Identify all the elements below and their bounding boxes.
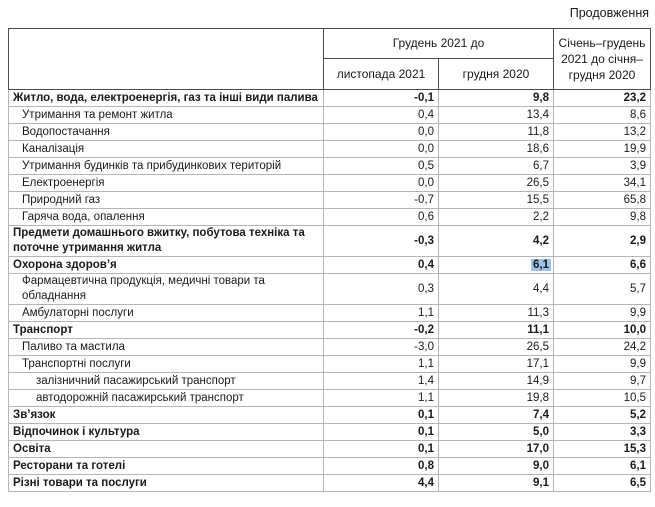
category-cell: Відпочинок і культура bbox=[9, 424, 324, 441]
category-cell: Електроенергія bbox=[9, 175, 324, 192]
table-row bbox=[9, 356, 651, 373]
category-cell: залізничний пасажирський транспорт bbox=[9, 373, 324, 390]
value-cell-to-dec-2020 bbox=[439, 458, 554, 475]
value-cell-to-dec-2020 bbox=[439, 257, 554, 274]
value-jan-dec: 8,6 bbox=[630, 108, 646, 121]
value-cell-jan-dec bbox=[554, 424, 651, 441]
value-cell-jan-dec bbox=[554, 257, 651, 274]
value-jan-dec: 6,5 bbox=[630, 476, 646, 489]
value-to-nov-2021: 0,3 bbox=[418, 282, 434, 295]
value-jan-dec: 9,9 bbox=[630, 306, 646, 319]
value-cell-to-nov-2021 bbox=[324, 475, 439, 492]
table-row bbox=[9, 107, 651, 124]
category-cell: Утримання та ремонт житла bbox=[9, 107, 324, 124]
value-cell-to-dec-2020 bbox=[439, 158, 554, 175]
value-cell-to-dec-2020 bbox=[439, 192, 554, 209]
table-row bbox=[9, 390, 651, 407]
table-row bbox=[9, 475, 651, 492]
value-jan-dec: 24,2 bbox=[623, 340, 646, 353]
value-cell-to-dec-2020 bbox=[439, 407, 554, 424]
value-jan-dec: 3,3 bbox=[630, 425, 646, 438]
value-jan-dec: 2,9 bbox=[630, 234, 646, 247]
value-cell-to-nov-2021 bbox=[324, 390, 439, 407]
value-jan-dec: 9,9 bbox=[630, 357, 646, 370]
value-cell-to-dec-2020 bbox=[439, 209, 554, 226]
value-to-dec-2020: 26,5 bbox=[526, 340, 549, 353]
table-row bbox=[9, 257, 651, 274]
value-cell-to-nov-2021 bbox=[324, 226, 439, 257]
category-cell: Паливо та мастила bbox=[9, 339, 324, 356]
value-cell-to-nov-2021 bbox=[324, 107, 439, 124]
table-row bbox=[9, 339, 651, 356]
value-jan-dec: 10,5 bbox=[623, 391, 646, 404]
category-cell: Житло, вода, електроенергія, газ та інші види палива bbox=[9, 90, 324, 107]
value-cell-to-nov-2021 bbox=[324, 124, 439, 141]
category-cell: Транспорт bbox=[9, 322, 324, 339]
table-row bbox=[9, 209, 651, 226]
value-to-nov-2021: 0,0 bbox=[418, 125, 434, 138]
table-row bbox=[9, 158, 651, 175]
table-row bbox=[9, 90, 651, 107]
value-to-dec-2020: 18,6 bbox=[526, 142, 549, 155]
table-row bbox=[9, 322, 651, 339]
value-to-nov-2021: 0,1 bbox=[418, 425, 434, 438]
category-cell: Транспортні послуги bbox=[9, 356, 324, 373]
value-cell-to-dec-2020 bbox=[439, 141, 554, 158]
value-to-nov-2021: 4,4 bbox=[418, 476, 434, 489]
value-cell-to-dec-2020 bbox=[439, 305, 554, 322]
category-cell: Гаряча вода, опалення bbox=[9, 209, 324, 226]
value-cell-jan-dec bbox=[554, 305, 651, 322]
value-cell-jan-dec bbox=[554, 441, 651, 458]
table-row bbox=[9, 373, 651, 390]
value-to-nov-2021: -0,2 bbox=[414, 323, 434, 336]
table-row bbox=[9, 124, 651, 141]
value-to-dec-2020: 13,4 bbox=[526, 108, 549, 121]
value-cell-to-dec-2020 bbox=[439, 226, 554, 257]
value-cell-jan-dec bbox=[554, 407, 651, 424]
value-to-dec-2020: 11,3 bbox=[527, 306, 549, 319]
value-to-dec-2020: 11,1 bbox=[527, 323, 549, 336]
value-cell-to-nov-2021 bbox=[324, 257, 439, 274]
value-to-nov-2021: -0,3 bbox=[414, 234, 434, 247]
column-header-to-dec-2020: грудня 2020 bbox=[439, 59, 554, 90]
value-cell-to-nov-2021 bbox=[324, 339, 439, 356]
value-cell-to-dec-2020 bbox=[439, 424, 554, 441]
value-cell-to-dec-2020 bbox=[439, 90, 554, 107]
value-to-nov-2021: 0,0 bbox=[418, 176, 434, 189]
value-cell-to-nov-2021 bbox=[324, 441, 439, 458]
category-cell: Водопостачання bbox=[9, 124, 324, 141]
column-header-to-nov-2021: листопада 2021 bbox=[324, 59, 439, 90]
value-cell-jan-dec bbox=[554, 390, 651, 407]
value-to-dec-2020: 9,8 bbox=[533, 91, 549, 104]
value-to-nov-2021: 1,1 bbox=[418, 357, 434, 370]
value-cell-jan-dec bbox=[554, 458, 651, 475]
table-row bbox=[9, 407, 651, 424]
table-row bbox=[9, 175, 651, 192]
value-to-nov-2021: 1,1 bbox=[418, 306, 434, 319]
value-to-dec-2020: 26,5 bbox=[526, 176, 549, 189]
value-jan-dec: 10,0 bbox=[623, 323, 646, 336]
table-row bbox=[9, 458, 651, 475]
value-jan-dec: 9,7 bbox=[630, 374, 646, 387]
value-to-dec-2020: 15,5 bbox=[526, 193, 549, 206]
category-cell: Зв’язок bbox=[9, 407, 324, 424]
value-cell-to-nov-2021 bbox=[324, 175, 439, 192]
value-to-nov-2021: 1,4 bbox=[418, 374, 434, 387]
value-cell-to-nov-2021 bbox=[324, 90, 439, 107]
value-cell-jan-dec bbox=[554, 356, 651, 373]
continuation-label: Продовження bbox=[569, 6, 649, 20]
value-cell-to-nov-2021 bbox=[324, 322, 439, 339]
value-cell-to-dec-2020 bbox=[439, 373, 554, 390]
value-to-nov-2021: 0,4 bbox=[418, 108, 434, 121]
value-cell-to-dec-2020 bbox=[439, 390, 554, 407]
value-cell-jan-dec bbox=[554, 124, 651, 141]
category-cell: автодорожній пасажирський транспорт bbox=[9, 390, 324, 407]
value-to-dec-2020: 14,9 bbox=[526, 374, 549, 387]
table-row bbox=[9, 424, 651, 441]
value-to-dec-2020: 5,0 bbox=[533, 425, 549, 438]
value-to-nov-2021: 0,1 bbox=[418, 442, 434, 455]
value-cell-jan-dec bbox=[554, 175, 651, 192]
value-jan-dec: 5,2 bbox=[630, 408, 646, 421]
value-cell-jan-dec bbox=[554, 192, 651, 209]
column-group-header: Грудень 2021 до bbox=[324, 29, 554, 59]
value-cell-jan-dec bbox=[554, 107, 651, 124]
table-row bbox=[9, 305, 651, 322]
value-cell-to-dec-2020 bbox=[439, 441, 554, 458]
cpi-table bbox=[8, 28, 651, 492]
value-to-nov-2021: 1,1 bbox=[418, 391, 434, 404]
value-cell-to-dec-2020 bbox=[439, 124, 554, 141]
value-to-dec-2020: 11,8 bbox=[527, 125, 549, 138]
value-cell-to-dec-2020 bbox=[439, 322, 554, 339]
table-row bbox=[9, 226, 651, 257]
value-cell-to-nov-2021 bbox=[324, 141, 439, 158]
value-jan-dec: 3,9 bbox=[630, 159, 646, 172]
value-cell-to-nov-2021 bbox=[324, 274, 439, 305]
value-jan-dec: 6,6 bbox=[630, 258, 646, 271]
value-to-nov-2021: 0,0 bbox=[418, 142, 434, 155]
value-cell-to-nov-2021 bbox=[324, 158, 439, 175]
value-cell-to-nov-2021 bbox=[324, 373, 439, 390]
value-to-dec-2020: 2,2 bbox=[533, 210, 549, 223]
category-cell: Ресторани та готелі bbox=[9, 458, 324, 475]
value-to-nov-2021: -3,0 bbox=[414, 340, 434, 353]
value-cell-jan-dec bbox=[554, 226, 651, 257]
value-to-nov-2021: -0,1 bbox=[414, 91, 434, 104]
value-cell-to-nov-2021 bbox=[324, 407, 439, 424]
value-to-dec-2020: 17,1 bbox=[526, 357, 549, 370]
value-to-dec-2020: 4,2 bbox=[533, 234, 549, 247]
value-cell-jan-dec bbox=[554, 322, 651, 339]
category-cell: Природний газ bbox=[9, 192, 324, 209]
category-cell: Фармацевтична продукція, медичні товари та обладнання bbox=[9, 274, 324, 305]
value-to-nov-2021: -0,7 bbox=[414, 193, 434, 206]
table-row bbox=[9, 192, 651, 209]
table-row bbox=[9, 141, 651, 158]
value-jan-dec: 13,2 bbox=[623, 125, 646, 138]
value-cell-to-dec-2020 bbox=[439, 339, 554, 356]
value-cell-jan-dec bbox=[554, 274, 651, 305]
category-cell: Освіта bbox=[9, 441, 324, 458]
value-jan-dec: 6,1 bbox=[630, 459, 646, 472]
table-row bbox=[9, 441, 651, 458]
value-cell-jan-dec bbox=[554, 90, 651, 107]
value-jan-dec: 23,2 bbox=[623, 91, 646, 104]
value-jan-dec: 19,9 bbox=[623, 142, 646, 155]
value-to-dec-2020: 9,1 bbox=[533, 476, 549, 489]
value-jan-dec: 65,8 bbox=[623, 193, 646, 206]
value-jan-dec: 5,7 bbox=[630, 282, 646, 295]
value-to-nov-2021: 0,5 bbox=[418, 159, 434, 172]
value-cell-to-dec-2020 bbox=[439, 356, 554, 373]
value-to-nov-2021: 0,6 bbox=[418, 210, 434, 223]
value-cell-to-dec-2020 bbox=[439, 107, 554, 124]
value-cell-to-dec-2020 bbox=[439, 175, 554, 192]
value-cell-to-nov-2021 bbox=[324, 356, 439, 373]
table-body bbox=[9, 90, 651, 492]
value-to-dec-2020: 6,1 bbox=[533, 258, 549, 271]
value-cell-to-nov-2021 bbox=[324, 424, 439, 441]
category-cell: Різні товари та послуги bbox=[9, 475, 324, 492]
category-cell: Предмети домашнього вжитку, побутова техніка та поточне утримання житла bbox=[9, 226, 324, 257]
value-cell-to-nov-2021 bbox=[324, 192, 439, 209]
value-cell-to-nov-2021 bbox=[324, 458, 439, 475]
value-cell-jan-dec bbox=[554, 339, 651, 356]
category-cell: Утримання будинків та прибудинкових територій bbox=[9, 158, 324, 175]
value-cell-to-nov-2021 bbox=[324, 209, 439, 226]
value-to-dec-2020: 4,4 bbox=[533, 282, 549, 295]
category-cell: Охорона здоров’я bbox=[9, 257, 324, 274]
value-jan-dec: 34,1 bbox=[623, 176, 646, 189]
value-cell-to-dec-2020 bbox=[439, 274, 554, 305]
value-cell-jan-dec bbox=[554, 373, 651, 390]
row-label-header-cell bbox=[9, 29, 324, 90]
value-to-nov-2021: 0,1 bbox=[418, 408, 434, 421]
value-cell-jan-dec bbox=[554, 475, 651, 492]
table-row bbox=[9, 274, 651, 305]
value-cell-to-dec-2020 bbox=[439, 475, 554, 492]
value-to-dec-2020: 19,8 bbox=[526, 391, 549, 404]
value-cell-to-nov-2021 bbox=[324, 305, 439, 322]
value-to-dec-2020: 17,0 bbox=[526, 442, 549, 455]
value-cell-jan-dec bbox=[554, 141, 651, 158]
table-header bbox=[9, 29, 651, 90]
value-to-nov-2021: 0,4 bbox=[418, 258, 434, 271]
value-to-dec-2020: 7,4 bbox=[533, 408, 549, 421]
value-to-dec-2020: 9,0 bbox=[533, 459, 549, 472]
value-jan-dec: 15,3 bbox=[623, 442, 646, 455]
value-to-nov-2021: 0,8 bbox=[418, 459, 434, 472]
category-cell: Амбулаторні послуги bbox=[9, 305, 324, 322]
value-jan-dec: 9,8 bbox=[630, 210, 646, 223]
value-to-dec-2020: 6,7 bbox=[533, 159, 549, 172]
category-cell: Каналізація bbox=[9, 141, 324, 158]
value-cell-jan-dec bbox=[554, 158, 651, 175]
value-cell-jan-dec bbox=[554, 209, 651, 226]
column-header-jan-dec: Січень–грудень 2021 до січня–грудня 2020 bbox=[554, 29, 651, 90]
